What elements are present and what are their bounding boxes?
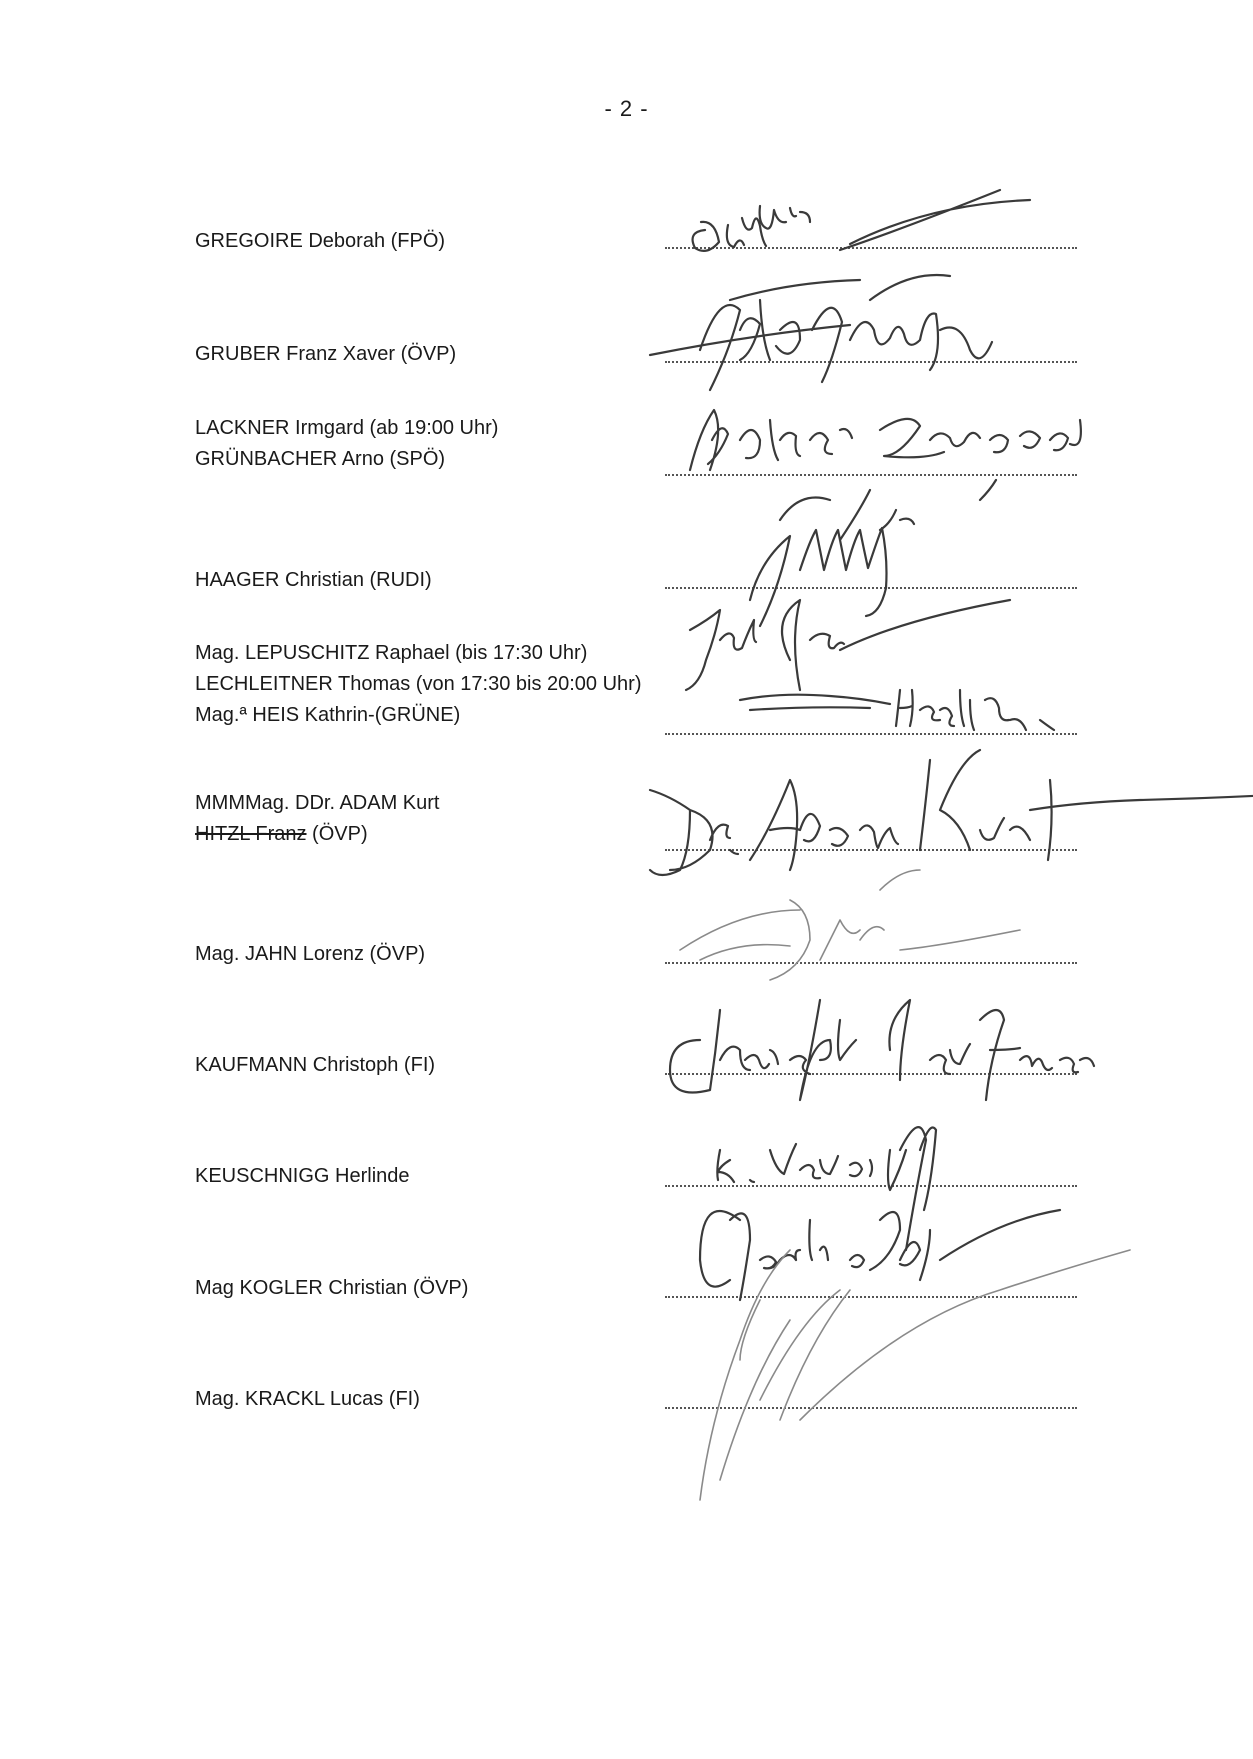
signature-adam xyxy=(650,750,1253,875)
signatory-name: GRUBER Franz Xaver (ÖVP) xyxy=(195,343,457,365)
signatory-entry xyxy=(195,1384,420,1415)
signatory-name: GRÜNBACHER Arno (SPÖ) xyxy=(195,448,446,470)
signature-line xyxy=(665,587,1077,589)
signatory-name: KEUSCHNIGG Herlinde xyxy=(195,1165,410,1187)
signatory-name: MMMMag. DDr. ADAM Kurt xyxy=(195,792,440,814)
signature-kaufmann xyxy=(670,1000,1094,1100)
signatory-entry xyxy=(195,565,432,596)
signatory-entry xyxy=(195,1161,410,1192)
signature-lackner xyxy=(690,410,1081,470)
signatory-name: Mag.ª HEIS Kathrin-(GRÜNE) xyxy=(195,704,461,726)
signatory-name: Mag KOGLER Christian (ÖVP) xyxy=(195,1277,469,1299)
signatory-name: HAAGER Christian (RUDI) xyxy=(195,569,432,591)
signature-keuschnigg xyxy=(717,1127,936,1250)
page-number: - 2 - xyxy=(604,96,649,121)
signature-gregoire xyxy=(693,190,1030,251)
signature-krackl xyxy=(700,1250,1130,1500)
signature-line xyxy=(665,733,1077,735)
signature-line xyxy=(665,361,1077,363)
signature-line xyxy=(665,1296,1077,1298)
signatory-entry xyxy=(195,226,445,257)
signature-line xyxy=(665,247,1077,249)
signatory-name: GREGOIRE Deborah (FPÖ) xyxy=(195,230,446,252)
signature-line xyxy=(665,1407,1077,1409)
signature-gruber xyxy=(650,275,992,390)
signatory-name: Mag. LEPUSCHITZ Raphael (bis 17:30 Uhr) xyxy=(195,642,588,664)
signatory-entry xyxy=(195,1273,468,1304)
signatory-name: LACKNER Irmgard (ab 19:00 Uhr) xyxy=(195,417,499,439)
signature-line xyxy=(665,1185,1077,1187)
struck-name: HITZL Franz xyxy=(195,823,307,845)
party-label: (ÖVP) xyxy=(306,823,368,845)
signatory-entry xyxy=(195,638,642,731)
signature-haager xyxy=(750,480,996,626)
signature-line xyxy=(665,474,1077,476)
signature-line xyxy=(665,1073,1077,1075)
signature-line xyxy=(665,849,1077,851)
signatory-entry xyxy=(195,939,425,970)
signatory-name-with-strike xyxy=(195,819,439,850)
signature-kogler xyxy=(700,1210,1060,1300)
signatory-entry xyxy=(195,339,456,370)
signatory-entry xyxy=(195,788,439,850)
signatory-name: Mag. JAHN Lorenz (ÖVP) xyxy=(195,943,426,965)
signatory-name: LECHLEITNER Thomas (von 17:30 bis 20:00 Uhr) xyxy=(195,673,642,695)
signatory-name: KAUFMANN Christoph (FI) xyxy=(195,1054,436,1076)
signature-lepuschitz-lechleitner-heis xyxy=(686,600,1054,730)
signature-line xyxy=(665,962,1077,964)
signatory-entry xyxy=(195,413,498,475)
signatory-name: Mag. KRACKL Lucas (FI) xyxy=(195,1388,420,1410)
signatory-entry xyxy=(195,1050,435,1081)
